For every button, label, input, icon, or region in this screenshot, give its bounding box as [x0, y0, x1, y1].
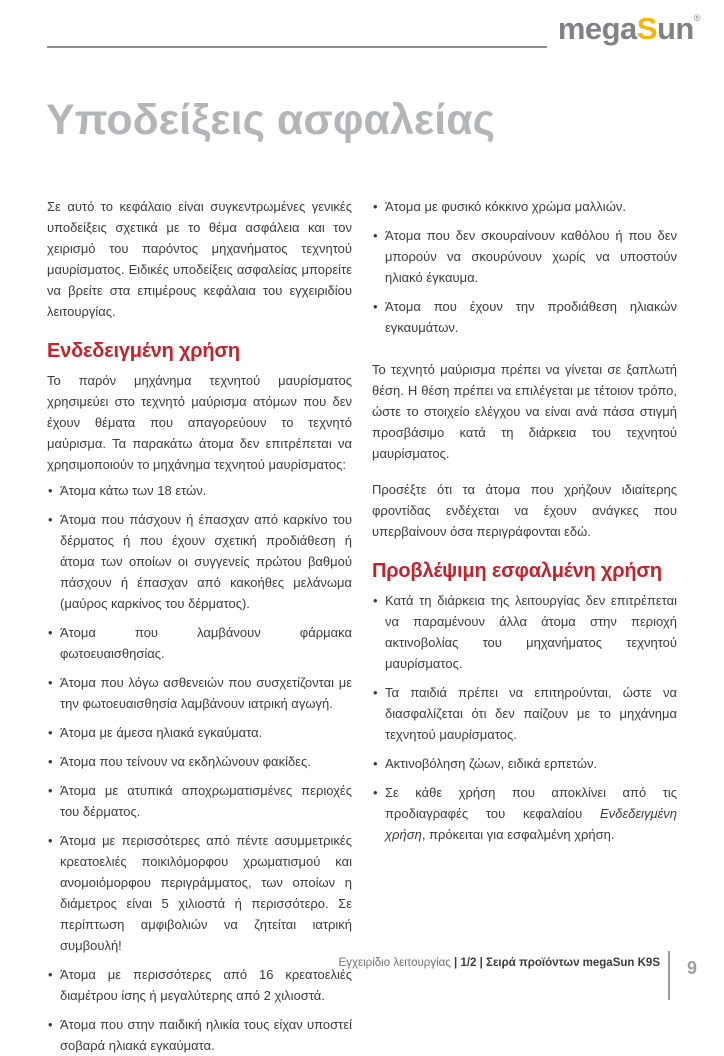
intended-use-intro-paragraph: Το παρόν μηχάνημα τεχνητού μαυρίσματος χρησιμεύει στο τεχνητό μαύρισμα ατόμων που δεν έχουν θέματα που απαγορεύουν το τεχνητό μαύρισμα. Τα παρακάτω άτομα δεν επιτρέπεται να χρησιμοποιούν το μηχάνημα τεχνητού μαυρίσματος: — [47, 373, 352, 472]
logo-text-accent: S — [636, 11, 657, 46]
chapter-intro-paragraph: Σε αυτό το κεφάλαιο είναι συγκεντρωμένες γενικές υποδείξεις σχετικά με το θέμα ασφάλεια και τον χειρισμό του παρόντος μηχανήματος τεχνητού μαυρίσματος. Ειδικές υποδείξεις ασφαλείας μπορείτε να βρείτε στα επιμέρους κεφάλαια του εγχειριδίου λειτουργίας. — [47, 199, 352, 319]
list-item: • Άτομα κάτω των 18 ετών. — [47, 480, 352, 501]
page-number: 9 — [687, 958, 698, 978]
chapter-reference: Ενδεδειγμένη χρήση — [385, 806, 677, 842]
list-item: • Άτομα με ατυπικά αποχρωματισμένες περιοχές του δέρματος. — [47, 780, 352, 822]
left-column — [47, 196, 352, 1056]
list-item: • Άτομα που πάσχουν ή έπασχαν από καρκίνο του δέρματος ή που έχουν σχετική προδιάθεση ή άτομα των οποίων οι συγγενείς πρώτου βαθμού πάσχουν ή έπασχαν από κακοήθες μελάνωμα (μαύρος καρκίνος του δέρματος). — [47, 509, 352, 614]
list-item: • Άτομα που τείνουν να εκδηλώνουν φακίδες. — [47, 751, 352, 772]
page-title: Υποδείξεις ασφαλείας — [46, 96, 496, 144]
logo-text-post: un — [656, 11, 694, 46]
content-columns — [47, 196, 677, 1056]
registered-mark: ® — [693, 13, 700, 23]
footer-text — [339, 957, 660, 969]
list-item: • Άτομα που έχουν την προδιάθεση ηλιακών εγκαυμάτων. — [372, 296, 677, 338]
footer-manual-label: Εγχειρίδιο λειτουργίας — [338, 957, 455, 969]
special-care-paragraph: Προσέξτε ότι τα άτομα που χρήζουν ιδιαίτερης φροντίδας ενδέχεται να έχουν ανάγκες που υπερβαίνουν όσα περιγράφονται εδώ. — [372, 482, 677, 539]
list-item: • Άτομα με άμεσα ηλιακά εγκαύματα. — [47, 722, 352, 743]
list-item: • Άτομα που στην παιδική ηλικία τους είχαν υποστεί σοβαρά ηλιακά εγκαύματα. — [47, 1014, 352, 1056]
misuse-list — [372, 590, 677, 845]
intended-use-heading: Ενδεδειγμένη χρήση — [47, 340, 240, 362]
list-item-text: , πρόκειται για εσφαλμένη χρήση. — [421, 827, 615, 842]
footer-divider — [668, 951, 670, 1000]
tanning-position-paragraph: Το τεχνητό μαύρισμα πρέπει να γίνεται σε ξαπλωτή θέση. Η θέση πρέπει να επιλέγεται με τέτοιον τρόπο, ώστε το στοιχείο ελέγχου να είναι ανά πάσα στιγμή προσβάσιμο κατά τη διάρκεια του τεχνητού μαυρίσματος. — [372, 362, 677, 461]
list-item: • Άτομα με περισσότερες από πέντε ασυμμετρικές κρεατοελιές ποικιλόμορφου χρωματισμού και ανομοιόμορφου περιγράμματος, των οποίων η διάμετρος είναι 5 χιλιοστά ή περισσότερο. Σε περίπτωση αμφιβολιών να ζητείται ιατρική συμβουλή! — [47, 830, 352, 956]
logo-text-pre: mega — [557, 11, 637, 46]
header-rule — [47, 46, 547, 48]
list-item: • Άτομα με περισσότερες από 16 κρεατοελιές διαμέτρου ίσης ή μεγαλύτερης από 2 χιλιοστά. — [47, 964, 352, 1006]
right-column — [372, 196, 677, 1056]
footer-product-label: | 1/2 | Σειρά προϊόντων megaSun K9S — [454, 957, 660, 969]
misuse-heading: Προβλέψιμη εσφαλμένη χρήση — [372, 560, 662, 582]
excluded-persons-list — [47, 480, 352, 1056]
list-item: • Άτομα που λόγω ασθενειών που συσχετίζονται με την φωτοευαισθησία λαμβάνουν ιατρική αγωγή. — [47, 672, 352, 714]
excluded-persons-list-continued — [372, 196, 677, 338]
list-item-text: Σε κάθε χρήση που αποκλίνει από τις προδιαγραφές του κεφαλαίου — [385, 785, 677, 821]
list-item: • Τα παιδιά πρέπει να επιτηρούνται, ώστε να διασφαλίζεται ότι δεν παίζουν με το μηχάνημα τεχνητού μαυρίσματος. — [372, 682, 677, 745]
list-item: • Κατά τη διάρκεια της λειτουργίας δεν επιτρέπεται να παραμένουν άλλα άτομα στην περιοχή ακτινοβολίας του μηχανήματος τεχνητού μαυρίσματος. — [372, 590, 677, 674]
list-item: • Ακτινοβόληση ζώων, ειδικά ερπετών. — [372, 753, 677, 774]
list-item: • Άτομα που δεν σκουραίνουν καθόλου ή που δεν μπορούν να σκουρύνουν χωρίς να υποστούν ηλιακό έγκαυμα. — [372, 225, 677, 288]
list-item — [372, 782, 677, 845]
list-item: • Άτομα που λαμβάνουν φάρμακα φωτοευαισθησίας. — [47, 622, 352, 664]
megasun-logo — [558, 13, 700, 44]
list-item: • Άτομα με φυσικό κόκκινο χρώμα μαλλιών. — [372, 196, 677, 217]
